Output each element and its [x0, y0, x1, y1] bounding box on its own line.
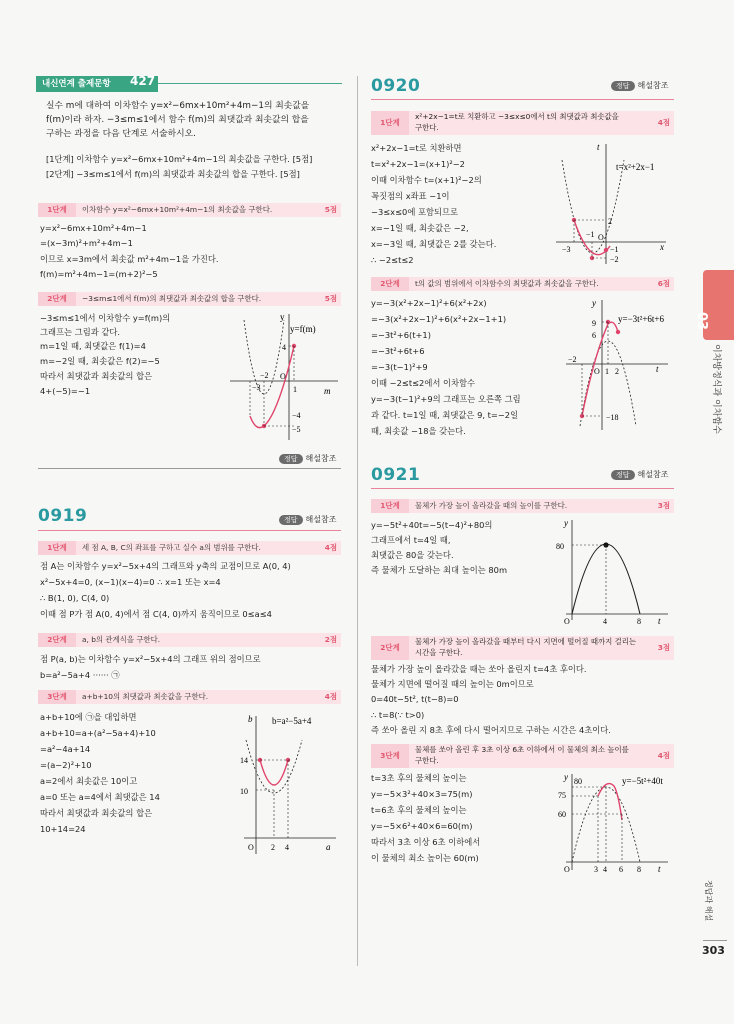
solution-line: 이 물체의 최소 높이는 60(m)	[371, 853, 479, 863]
graph-0921-a	[556, 516, 674, 626]
answer-badge	[611, 469, 668, 480]
curve-dashed	[562, 160, 624, 253]
step-text: −3≤m≤1에서 f(m)의 최댓값과 최솟값의 합을 구한다.	[82, 294, 262, 303]
function-label: y=−5t²+40t	[622, 776, 663, 786]
step-text: 시간을 구한다.	[415, 648, 463, 657]
step-tag: 2단계	[371, 277, 409, 291]
solution-line: a+b+10에 ㉠을 대입하면	[40, 712, 137, 722]
tick-label: 9	[592, 319, 596, 328]
solution-line: =−3t²+6t+6	[371, 346, 425, 356]
origin-label: O	[280, 372, 286, 381]
step-text: a+b+10의 최댓값과 최솟값을 구한다.	[82, 692, 209, 701]
step-text: 물체가 가장 높이 올라갔을 때의 높이를 구한다.	[415, 501, 568, 510]
tick-label: 2	[271, 843, 275, 852]
graph-f-of-m	[230, 310, 342, 445]
tick-label: 6	[592, 331, 596, 340]
tick-label: 60	[558, 810, 566, 819]
problem-number-0921: 0921	[371, 465, 421, 485]
solution-line: x=−3일 때, 최댓값은 2를 갖는다.	[371, 239, 497, 249]
solution-line: 과 같다. t=1일 때, 최댓값은 9, t=−2일	[371, 410, 519, 420]
problem-rule	[371, 488, 674, 489]
solution-line: 점 P(a, b)는 이차함수 y=x²−5x+4의 그래프 위의 점이므로	[40, 654, 261, 664]
step-points: 4점	[657, 118, 670, 127]
solution-line: =−3(x²+2x−1)²+6(x²+2x−1+1)	[371, 314, 507, 324]
solution-line: 점 A는 이차함수 y=x²−5x+4의 그래프와 y축의 교점이므로 A(0, 4)	[40, 561, 291, 571]
answer-text: 해설참조	[305, 454, 337, 463]
x-axis-label: a	[326, 842, 331, 852]
solution-line: m=1일 때, 최댓값은 f(1)=4	[40, 341, 146, 351]
section-divider	[38, 468, 341, 469]
endpoint	[616, 330, 620, 334]
solution-line: y=−3(x²+2x−1)²+6(x²+2x)	[371, 298, 487, 308]
tick-label: −4	[292, 411, 301, 420]
solution-line: y=−5×3²+40×3=75(m)	[371, 789, 473, 799]
tick-label: −3	[562, 245, 571, 254]
chapter-number: 03	[694, 312, 709, 331]
origin-label: O	[598, 233, 604, 242]
origin-label: O	[564, 865, 570, 874]
y-axis-label: y	[280, 312, 285, 322]
x-axis-label: t	[656, 364, 659, 374]
solution-line: 따라서 최댓값과 최솟값의 합은	[40, 808, 153, 818]
solution-line: ∴ B(1, 0), C(4, 0)	[40, 593, 110, 603]
step-1-header	[38, 203, 341, 217]
tick-label: 8	[637, 865, 641, 874]
function-label: y=f(m)	[290, 324, 316, 334]
step-text: t의 값의 범위에서 이차함수의 최댓값과 최솟값을 구한다.	[415, 279, 599, 288]
curve-solid	[582, 322, 618, 416]
tick-label: 2	[608, 217, 612, 226]
solution-line: x²−5x+4=0, (x−1)(x−4)=0 ∴ x=1 또는 x=4	[40, 577, 221, 587]
solution-line: 이때 이차함수 t=(x+1)²−2의	[371, 175, 482, 185]
tick-label: 4	[603, 617, 607, 626]
tick-label: 2	[615, 367, 619, 376]
problem-line: 실수 m에 대하여 이차함수 y=x²−6mx+10m²+4m−1의 최솟값을	[46, 101, 310, 111]
step-tag: 1단계	[38, 541, 76, 555]
solution-line: =(a−2)²+10	[40, 760, 92, 770]
chapter-tab[interactable]	[694, 270, 734, 340]
step-points: 4점	[657, 751, 670, 760]
step-2-header	[38, 633, 341, 647]
step-text: 구한다.	[415, 756, 439, 765]
stage-line: [2단계] −3≤m≤1에서 f(m)의 최댓값과 최솟값의 합을 구한다. [5점]	[46, 169, 300, 179]
problem-number-0920: 0920	[371, 76, 421, 96]
origin-label: O	[564, 617, 570, 626]
function-label: b=a²−5a+4	[272, 716, 312, 726]
step-2-header	[38, 292, 341, 306]
tick-label: 8	[637, 617, 641, 626]
tick-label: 4	[285, 843, 289, 852]
solution-line: =a²−4a+14	[40, 744, 91, 754]
solution-line: −3≤m≤1에서 이차함수 y=f(m)의	[40, 313, 171, 323]
answer-text: 해설참조	[637, 81, 669, 90]
step-text: 구한다.	[415, 123, 439, 132]
solution-line: b=a²−5a+4 ······ ㉠	[40, 670, 120, 680]
solution-line: 즉 쏘아 올린 지 8초 후에 다시 떨어지므로 구하는 시간은 4초이다.	[371, 725, 611, 735]
tick-label: 3	[594, 865, 598, 874]
answer-text: 해설참조	[305, 515, 337, 524]
solution-line: 물체가 가장 높이 올라갔을 때는 쏘아 올린지 t=4초 후이다.	[371, 664, 587, 674]
header-rule	[158, 83, 342, 84]
solution-line: y=−3(t−1)²+9의 그래프는 오른쪽 그림	[371, 394, 521, 404]
step-text: a, b의 관계식을 구한다.	[82, 635, 161, 644]
step-2-header	[371, 277, 674, 291]
exam-link-number: 427	[130, 74, 156, 88]
tick-label: 4	[603, 865, 607, 874]
page-number: 303	[702, 944, 725, 957]
step-points: 2점	[324, 635, 337, 644]
x-axis-label: t	[658, 864, 661, 874]
tick-label: −3	[252, 383, 261, 392]
problem-line: 구하는 과정을 다음 단계로 서술하시오.	[46, 129, 196, 139]
step-1-header	[38, 541, 341, 555]
solution-line: 그래프는 그림과 같다.	[40, 327, 121, 337]
tick-label: −5	[292, 425, 301, 434]
step-3-header	[371, 744, 674, 768]
step-tag: 3단계	[371, 744, 409, 768]
y-axis-label: y	[592, 298, 596, 308]
step-points: 5점	[324, 205, 337, 214]
solution-line: 즉 물체가 도달하는 최대 높이는 80m	[371, 565, 508, 575]
solution-line: 이때 점 P가 점 A(0, 4)에서 점 C(4, 0)까지 움직이므로 0≤a≤4	[40, 609, 272, 619]
origin-label: O	[594, 367, 600, 376]
solution-line: m=−2일 때, 최솟값은 f(2)=−5	[40, 356, 160, 366]
solution-line: x=−1일 때, 최솟값은 −2,	[371, 223, 469, 233]
solution-line: y=−5t²+40t=−5(t−4)²+80의	[371, 520, 493, 530]
solution-line: a=2에서 최솟값은 10이고	[40, 776, 138, 786]
function-label: t=x²+2x−1	[616, 162, 655, 172]
step-tag: 2단계	[38, 292, 76, 306]
tick-label: 75	[558, 791, 566, 800]
solution-line: ∴ t=8(∵ t>0)	[371, 710, 425, 720]
tick-label: 80	[574, 777, 582, 786]
tick-label: −2	[610, 255, 619, 264]
step-text: 이차함수 y=x²−6mx+10m²+4m−1의 최솟값을 구한다.	[82, 205, 273, 214]
curve-solid	[598, 784, 622, 820]
problem-rule	[38, 530, 341, 531]
tick-label: 80	[556, 542, 564, 551]
problem-line: f(m)이라 하자. −3≤m≤1에서 함수 f(m)의 최댓값과 최솟값의 합을	[46, 115, 309, 125]
solution-line: f(m)=m²+4m−1=(m+2)²−5	[40, 269, 158, 279]
graph-0920-t	[554, 140, 674, 266]
tick-label: −2	[568, 355, 577, 364]
step-text: x²+2x−1=t로 치환하고 −3≤x≤0에서 t의 최댓값과 최솟값을	[415, 112, 619, 121]
stage-line: [1단계] 이차함수 y=x²−6mx+10m²+4m−1의 최솟값을 구한다. [5점]	[46, 154, 313, 164]
step-2-header	[371, 636, 674, 660]
tick-label: 1	[293, 385, 297, 394]
solution-line: t=6초 후의 물체의 높이는	[371, 805, 467, 815]
answer-text: 해설참조	[637, 470, 669, 479]
tick-label: −2	[260, 371, 269, 380]
exam-link-header	[36, 76, 158, 92]
step-1-header	[371, 499, 674, 513]
solution-line: =−3(t−1)²+9	[371, 362, 428, 372]
x-axis-label: t	[658, 616, 661, 626]
step-3-header	[38, 690, 341, 704]
answer-pill: 정답	[611, 470, 635, 480]
solution-line: ∴ −2≤t≤2	[371, 255, 414, 265]
step-text: 세 점 A, B, C의 좌표를 구하고 실수 a의 범위를 구한다.	[82, 543, 261, 552]
problem-rule	[371, 99, 674, 100]
step-tag: 1단계	[38, 203, 76, 217]
function-label: y=−3t²+6t+6	[618, 314, 665, 324]
step-tag: 3단계	[38, 690, 76, 704]
graph-0921-b	[556, 770, 674, 874]
tick-label: 6	[619, 865, 623, 874]
tick-label: 4	[282, 343, 286, 352]
solution-line: 따라서 3초 이상 6초 이하에서	[371, 837, 481, 847]
step-points: 5점	[324, 294, 337, 303]
x-axis-label: m	[324, 386, 331, 396]
tick-label: −18	[606, 413, 619, 422]
step-text: 물체가 가장 높이 올라갔을 때부터 다시 지면에 떨어질 때까지 걸리는	[415, 637, 637, 646]
solution-line: 10+14=24	[40, 824, 86, 834]
solution-line: y=x²−6mx+10m²+4m−1	[40, 223, 147, 233]
column-divider	[357, 76, 358, 966]
step-points: 4점	[324, 692, 337, 701]
step-tag: 1단계	[371, 111, 409, 135]
y-axis-label: y	[564, 772, 568, 782]
footer-rule	[703, 940, 727, 941]
step-points: 3점	[657, 643, 670, 652]
y-axis-label: t	[597, 142, 600, 152]
answer-badge	[611, 80, 668, 91]
problem-number-0919: 0919	[38, 506, 88, 526]
solution-line: 4+(−5)=−1	[40, 386, 91, 396]
solution-line: 물체가 지면에 떨어질 때의 높이는 0m이므로	[371, 679, 534, 689]
step-points: 4점	[324, 543, 337, 552]
solution-line: 때, 최솟값 −18을 갖는다.	[371, 426, 466, 436]
answer-badge	[279, 514, 336, 525]
y-axis-label: y	[564, 518, 568, 528]
step-tag: 2단계	[38, 633, 76, 647]
origin-label: O	[248, 843, 254, 852]
solution-line: =(x−3m)²+m²+4m−1	[40, 238, 133, 248]
solution-line: 따라서 최댓값과 최솟값의 합은	[40, 371, 153, 381]
solution-line: t=3초 후의 물체의 높이는	[371, 773, 467, 783]
tick-label: 10	[240, 787, 248, 796]
chapter-title: 이차방정식과 이차함수	[711, 344, 721, 434]
solution-line: =−3t²+6(t+1)	[371, 330, 431, 340]
solution-line: 최댓값은 80을 갖는다.	[371, 550, 454, 560]
solution-line: 이므로 x=3m에서 최솟값 m²+4m−1을 가진다.	[40, 254, 219, 264]
tick-label: −1	[586, 230, 595, 239]
solution-line: y=−5×6²+40×6=60(m)	[371, 821, 473, 831]
x-axis-label: x	[660, 242, 664, 252]
footer-label: 정답과 해설	[704, 880, 713, 922]
solution-line: 꼭짓점의 x좌표 −1이	[371, 191, 450, 201]
solution-line: −3≤x≤0에 포함되므로	[371, 207, 459, 217]
curve-solid	[260, 760, 288, 785]
tick-label: 1	[605, 367, 609, 376]
answer-pill: 정답	[279, 454, 303, 464]
solution-line: a=0 또는 a=4에서 최댓값은 14	[40, 792, 160, 802]
step-text: 물체를 쏘아 올린 후 3초 이상 6초 이하에서 이 물체의 최소 높이를	[415, 745, 629, 754]
solution-line: x²+2x−1=t로 치환하면	[371, 143, 462, 153]
step-1-header	[371, 111, 674, 135]
tick-label: 14	[240, 756, 248, 765]
y-axis-label: b	[248, 714, 253, 724]
tick-label: −1	[610, 245, 619, 254]
answer-badge	[279, 453, 336, 464]
answer-pill: 정답	[279, 515, 303, 525]
step-points: 6점	[657, 279, 670, 288]
solution-line: 0=40t−5t², t(t−8)=0	[371, 694, 459, 704]
graph-0919	[236, 710, 342, 858]
step-tag: 1단계	[371, 499, 409, 513]
graph-0920-y	[564, 296, 674, 434]
solution-line: a+b+10=a+(a²−5a+4)+10	[40, 728, 156, 738]
step-points: 3점	[657, 501, 670, 510]
endpoint	[604, 248, 608, 252]
solution-line: 이때 −2≤t≤2에서 이차함수	[371, 378, 476, 388]
exam-link-label: 내신연계 출제문항	[42, 79, 111, 89]
step-tag: 2단계	[371, 636, 409, 660]
solution-line: t=x²+2x−1=(x+1)²−2	[371, 159, 465, 169]
answer-pill: 정답	[611, 81, 635, 91]
solution-line: 그래프에서 t=4일 때,	[371, 535, 451, 545]
